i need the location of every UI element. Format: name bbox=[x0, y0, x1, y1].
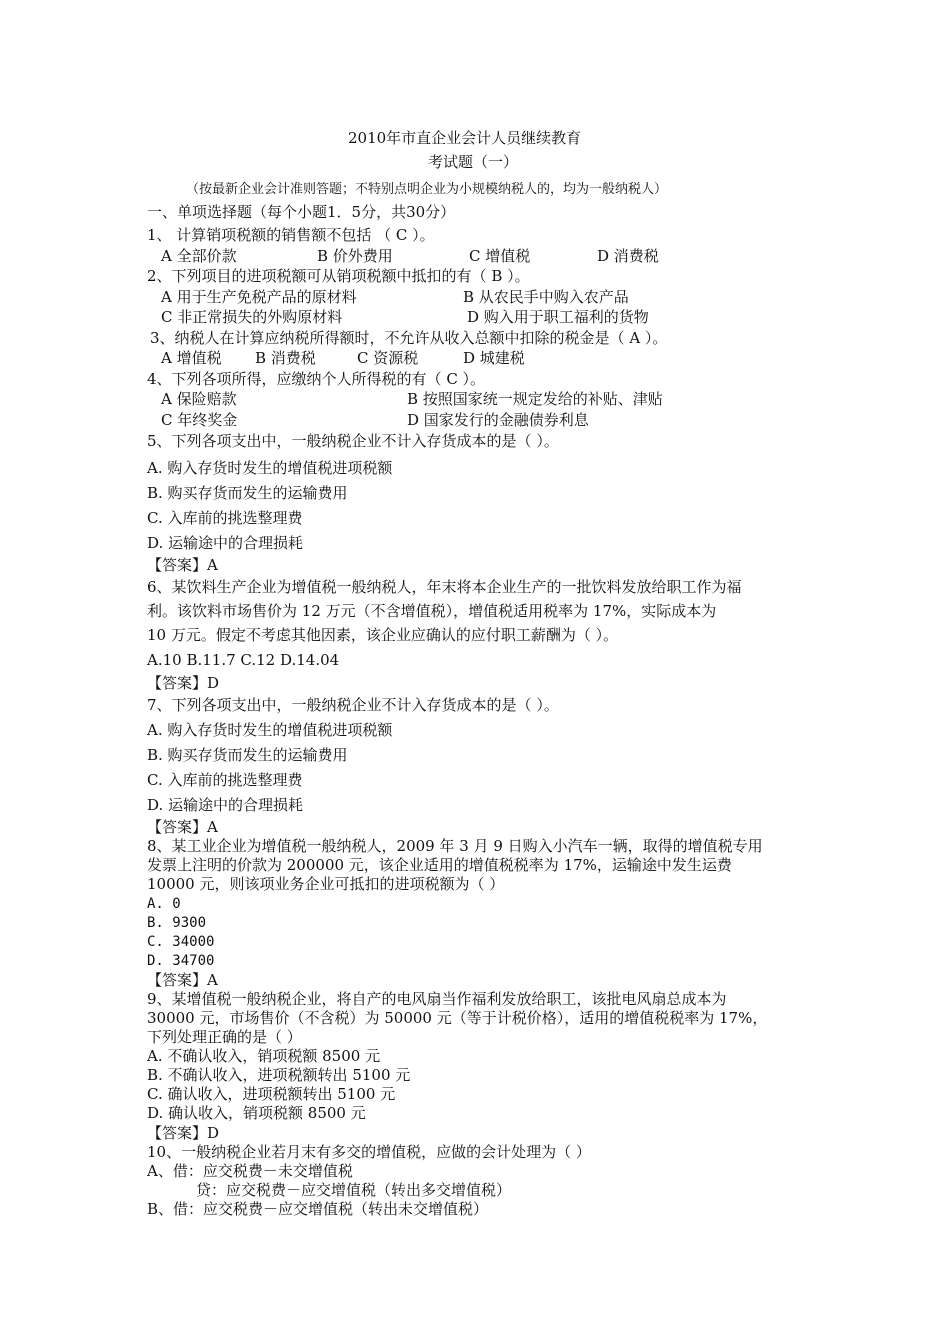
q7-option-c: C. 入库前的挑选整理费 bbox=[147, 771, 303, 789]
q5-option-c: C. 入库前的挑选整理费 bbox=[147, 509, 303, 527]
q3-option-a: A 增值税 bbox=[161, 349, 222, 367]
q6-stem-line1: 6、某饮料生产企业为增值税一般纳税人，年末将本企业生产的一批饮料发放给职工作为福 bbox=[147, 578, 742, 596]
doc-note: （按最新企业会计准则答题；不特别点明企业为小规模纳税人的，均为一般纳税人） bbox=[186, 182, 668, 197]
q1-option-d: D 消费税 bbox=[597, 247, 659, 265]
q4-option-c: C 年终奖金 bbox=[161, 411, 238, 429]
q2-option-b: B 从农民手中购入农产品 bbox=[463, 288, 629, 306]
q7-option-b: B. 购买存货而发生的运输费用 bbox=[147, 746, 348, 764]
q3-option-c: C 资源税 bbox=[357, 349, 419, 367]
q9-stem-line2: 30000 元，市场售价（不含税）为 50000 元（等于计税价格），适用的增值税税率为 17%， bbox=[147, 1009, 768, 1027]
q8-stem-line2: 发票上注明的价款为 200000 元，该企业适用的增值税税率为 17%，运输途中发生运费 bbox=[147, 856, 732, 874]
q2-stem: 2、下列项目的进项税额可从销项税额中抵扣的有（ B ）。 bbox=[147, 267, 530, 285]
q5-option-b: B. 购买存货而发生的运输费用 bbox=[147, 484, 348, 502]
q8-option-a: A. 0 bbox=[147, 896, 181, 912]
q4-option-b: B 按照国家统一规定发给的补贴、津贴 bbox=[407, 390, 663, 408]
q8-stem-line3: 10000 元，则该项业务企业可抵扣的进项税额为（ ） bbox=[147, 875, 505, 893]
q8-answer: 【答案】A bbox=[147, 971, 218, 989]
doc-title: 2010年市直企业会计人员继续教育 bbox=[348, 129, 582, 147]
q5-option-d: D. 运输途中的合理损耗 bbox=[147, 534, 304, 552]
q9-option-a: A. 不确认收入，销项税额 8500 元 bbox=[147, 1047, 381, 1065]
q7-option-d: D. 运输途中的合理损耗 bbox=[147, 796, 304, 814]
q8-option-c: C. 34000 bbox=[147, 934, 215, 950]
q5-option-a: A. 购入存货时发生的增值税进项税额 bbox=[147, 459, 393, 477]
q3-option-d: D 城建税 bbox=[463, 349, 525, 367]
q7-option-a: A. 购入存货时发生的增值税进项税额 bbox=[147, 721, 393, 739]
q7-stem: 7、下列各项支出中，一般纳税企业不计入存货成本的是（ ）。 bbox=[147, 696, 559, 714]
doc-subtitle: 考试题（一） bbox=[428, 153, 519, 171]
section-heading: 一、单项选择题（每个小题1．5分，共30分） bbox=[147, 203, 456, 221]
q5-stem: 5、下列各项支出中，一般纳税企业不计入存货成本的是（ ）。 bbox=[147, 432, 559, 450]
q10-option-b-debit: B、借：应交税费－应交增值税（转出未交增值税） bbox=[147, 1200, 489, 1218]
q10-option-a-credit: 贷：应交税费－应交增值税（转出多交增值税） bbox=[196, 1181, 512, 1199]
q2-option-a: A 用于生产免税产品的原材料 bbox=[161, 288, 357, 306]
q5-answer: 【答案】A bbox=[147, 556, 218, 574]
q9-answer: 【答案】D bbox=[147, 1124, 220, 1142]
q6-answer: 【答案】D bbox=[147, 674, 220, 692]
q1-stem: 1、 计算销项税额的销售额不包括 （ C ）。 bbox=[147, 226, 435, 244]
q7-answer: 【答案】A bbox=[147, 818, 218, 836]
q4-stem: 4、下列各项所得，应缴纳个人所得税的有（ C ）。 bbox=[147, 370, 486, 388]
q10-stem: 10、一般纳税企业若月末有多交的增值税，应做的会计处理为（ ） bbox=[147, 1143, 591, 1161]
q4-option-a: A 保险赔款 bbox=[161, 390, 237, 408]
q8-option-d: D. 34700 bbox=[147, 953, 215, 969]
q6-stem-line2: 利。该饮料市场售价为 12 万元（不含增值税），增值税适用税率为 17%，实际成本为 bbox=[147, 602, 717, 620]
q2-option-c: C 非正常损失的外购原材料 bbox=[161, 308, 343, 326]
q9-option-c: C. 确认收入，进项税额转出 5100 元 bbox=[147, 1085, 396, 1103]
q3-option-b: B 消费税 bbox=[255, 349, 316, 367]
q6-stem-line3: 10 万元。假定不考虑其他因素，该企业应确认的应付职工薪酬为（ ）。 bbox=[147, 626, 619, 644]
q1-option-a: A 全部价款 bbox=[161, 247, 237, 265]
q6-options: A.10 B.11.7 C.12 D.14.04 bbox=[147, 651, 340, 669]
q9-stem-line1: 9、某增值税一般纳税企业，将自产的电风扇当作福利发放给职工，该批电风扇总成本为 bbox=[147, 990, 727, 1008]
q4-option-d: D 国家发行的金融债券利息 bbox=[407, 411, 589, 429]
q3-stem: 3、纳税人在计算应纳税所得额时，不允许从收入总额中扣除的税金是（ A ）。 bbox=[150, 329, 668, 347]
q8-option-b: B. 9300 bbox=[147, 915, 207, 931]
q9-option-d: D. 确认收入，销项税额 8500 元 bbox=[147, 1104, 366, 1122]
q1-option-b: B 价外费用 bbox=[317, 247, 393, 265]
q10-option-a-debit: A、借：应交税费－未交增值税 bbox=[147, 1162, 353, 1180]
q8-stem-line1: 8、某工业企业为增值税一般纳税人，2009 年 3 月 9 日购入小汽车一辆，取得的增值税专用 bbox=[147, 837, 763, 855]
q1-option-c: C 增值税 bbox=[469, 247, 531, 265]
q9-option-b: B. 不确认收入，进项税额转出 5100 元 bbox=[147, 1066, 411, 1084]
q9-stem-line3: 下列处理正确的是（ ） bbox=[147, 1028, 302, 1046]
q2-option-d: D 购入用于职工福利的货物 bbox=[467, 308, 649, 326]
